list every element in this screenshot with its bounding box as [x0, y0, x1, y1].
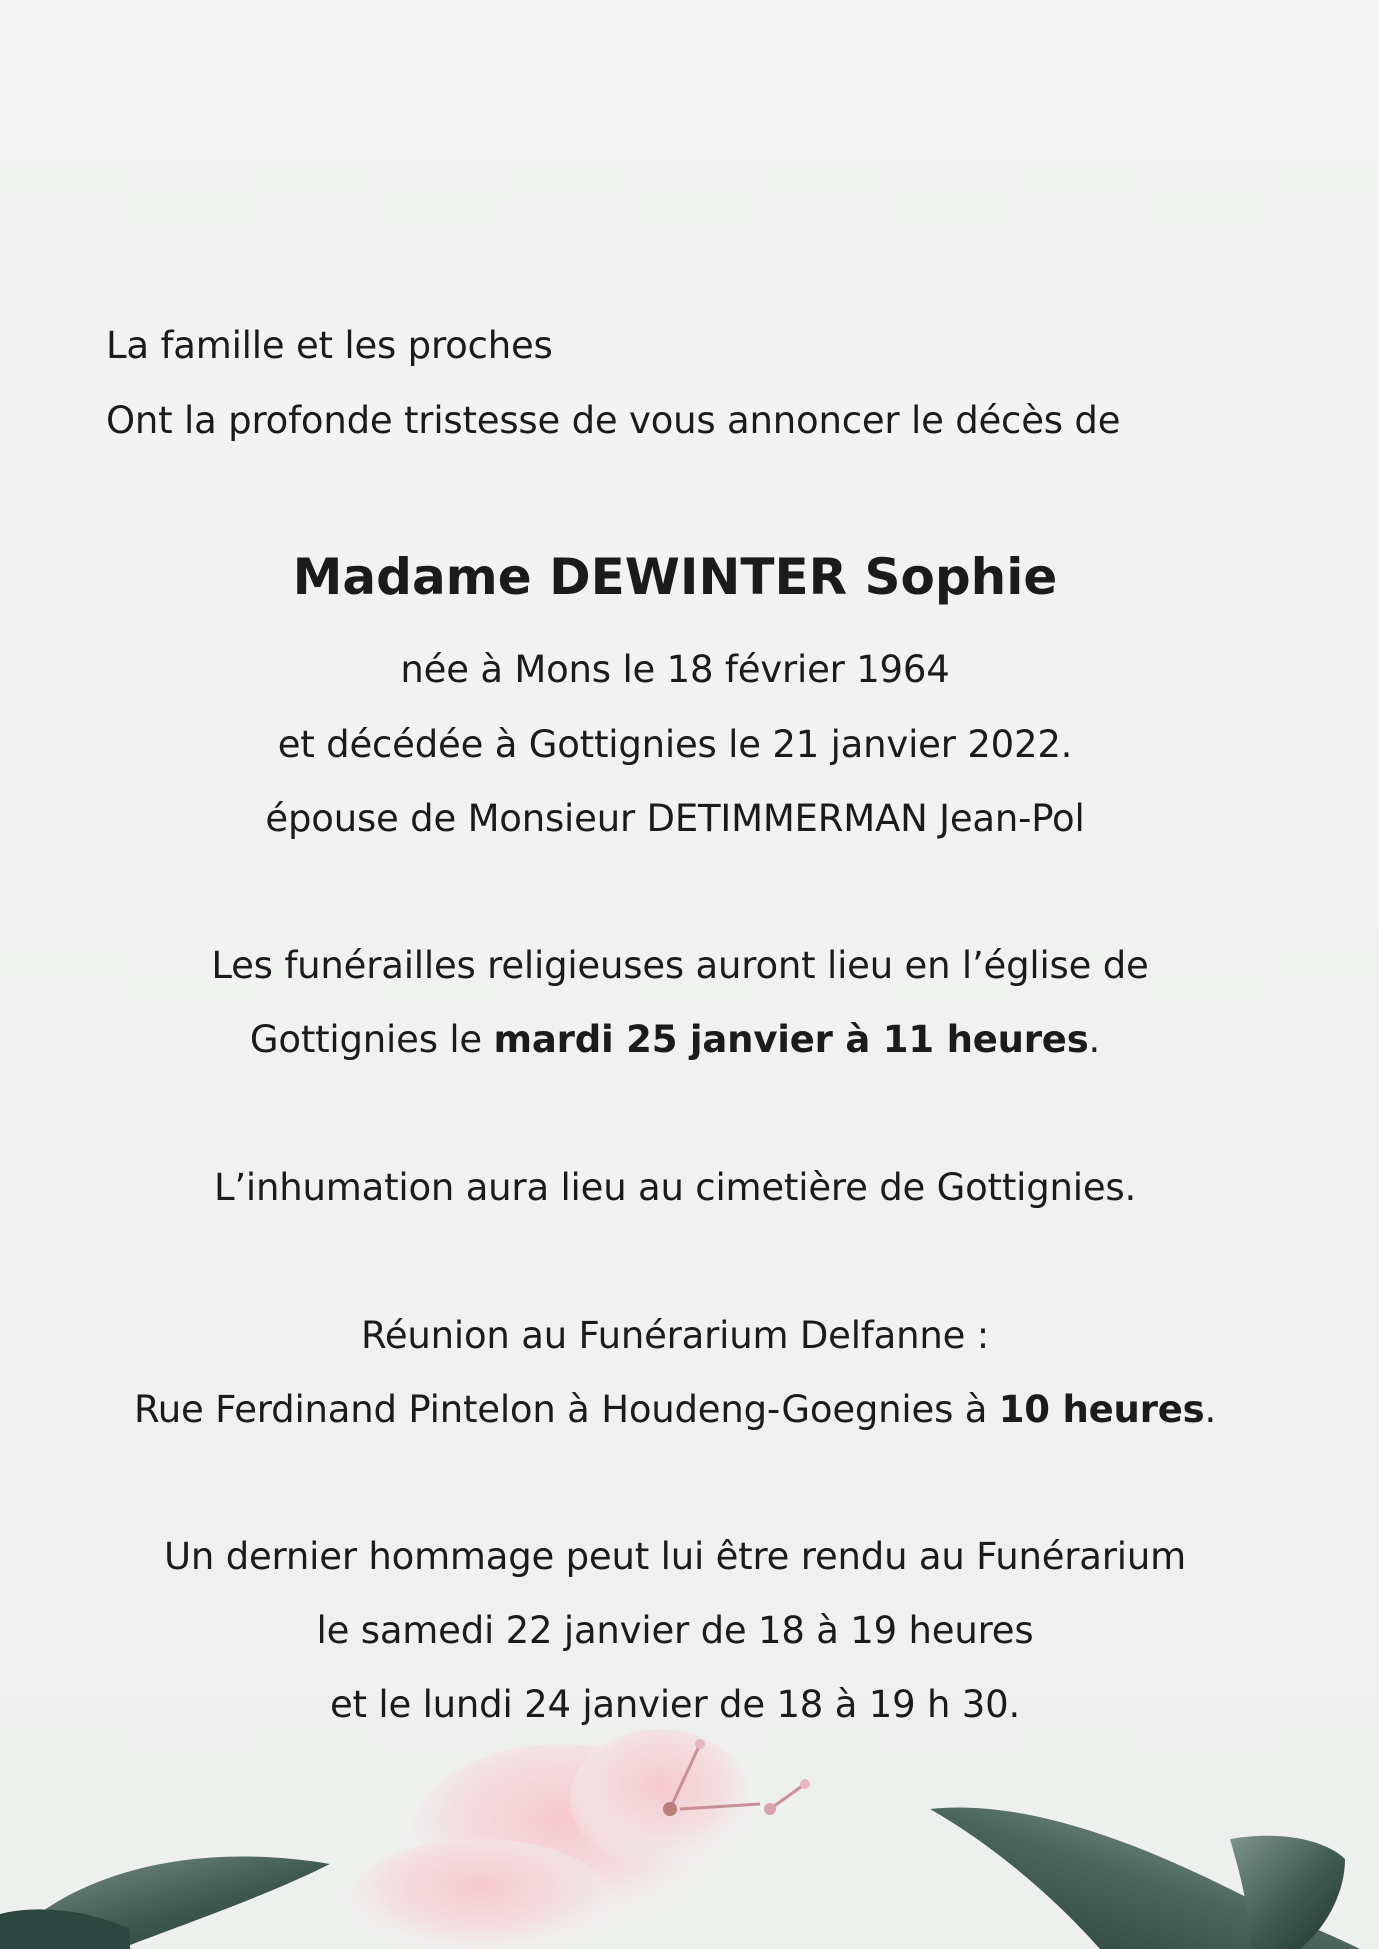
burial-line: L’inhumation aura lieu au cimetière de Gottignies. — [213, 1166, 1137, 1209]
death-line: et décédée à Gottignies le 21 janvier 2022. — [277, 723, 1073, 766]
deceased-name: Madame DEWINTER Sophie — [292, 548, 1058, 606]
flower-illustration — [0, 1689, 1379, 1949]
intro-block — [106, 308, 1120, 458]
funeral-line-2-suffix: . — [1088, 1018, 1101, 1061]
homage-line-2: le samedi 22 janvier de 18 à 19 heures — [316, 1609, 1034, 1652]
meeting-line-2 — [0, 1388, 1350, 1431]
intro-line-family: La famille et les proches — [106, 324, 553, 367]
intro-line-announcement: Ont la profonde tristesse de vous annoncer le décès de — [106, 399, 1121, 442]
homage-line-3: et le lundi 24 janvier de 18 à 19 h 30. — [329, 1683, 1021, 1726]
flower-petal — [570, 1729, 750, 1869]
spouse-line: épouse de Monsieur DETIMMERMAN Jean-Pol — [265, 797, 1085, 840]
meeting-line-2-suffix: . — [1204, 1388, 1217, 1431]
funeral-line-2-prefix: Gottignies le — [249, 1018, 494, 1061]
birth-line: née à Mons le 18 février 1964 — [400, 648, 950, 691]
funeral-line-2 — [0, 1018, 1350, 1061]
funeral-line-1: Les funérailles religieuses auront lieu en l’église de — [211, 944, 1149, 987]
funeral-date-time: mardi 25 janvier à 11 heures — [493, 1018, 1089, 1061]
meeting-time: 10 heures — [998, 1388, 1205, 1431]
meeting-line-1: Réunion au Funérarium Delfanne : — [360, 1314, 989, 1357]
meeting-address: Rue Ferdinand Pintelon à Houdeng-Goegnies à — [133, 1388, 999, 1431]
homage-line-1: Un dernier hommage peut lui être rendu au Funérarium — [164, 1535, 1186, 1578]
